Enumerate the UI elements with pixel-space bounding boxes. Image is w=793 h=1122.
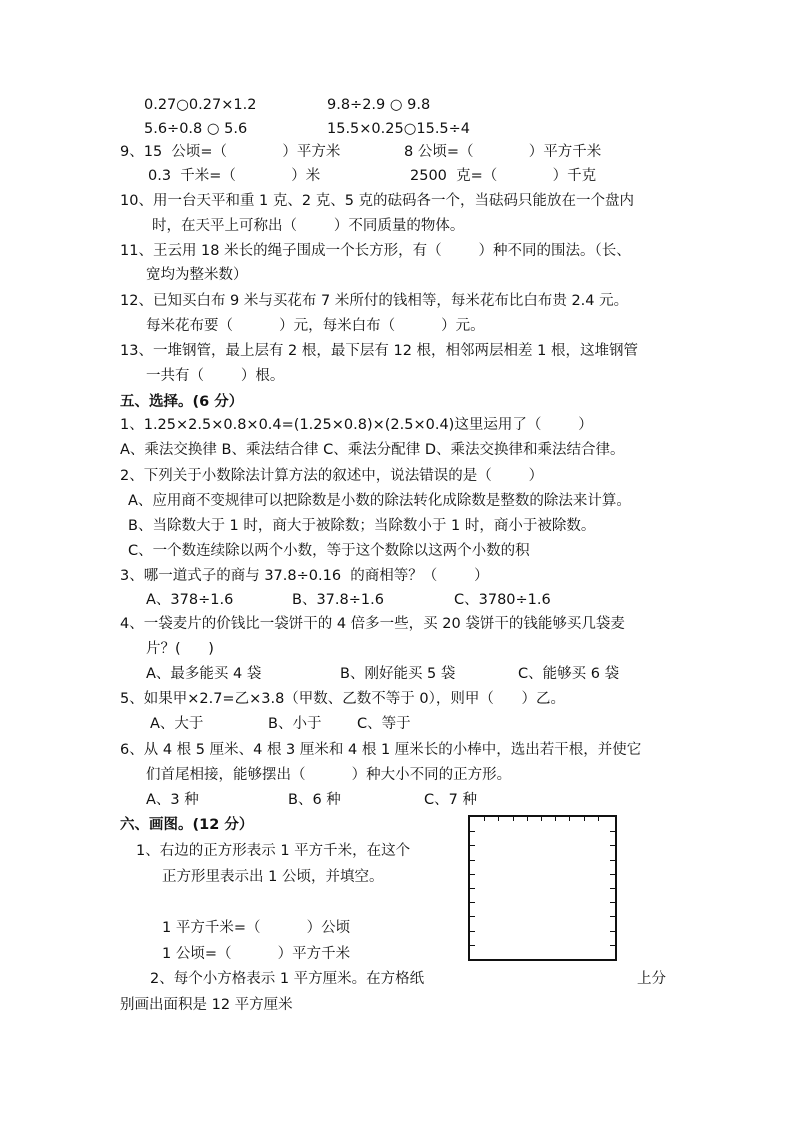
choice-1-options: A、乘法交换律 B、乘法结合律 C、乘法分配律 D、乘法交换律和乘法结合律。	[120, 442, 625, 458]
question-9-part-4: 2500 克=（ ）千克	[410, 168, 597, 184]
choice-5-option-c: C、等于	[357, 716, 411, 732]
square-tick-top	[541, 817, 542, 821]
square-tick-top	[598, 817, 599, 821]
choice-6-option-a: A、3 种	[146, 792, 199, 808]
square-tick-top	[555, 817, 556, 821]
square-tick-top	[584, 817, 585, 821]
square-tick-right	[610, 916, 615, 917]
choice-4-question-line-1: 4、一袋麦片的价钱比一袋饼干的 4 倍多一些，买 20 袋饼干的钱能够买几袋麦	[120, 616, 625, 632]
choice-6-option-b: B、6 种	[288, 792, 341, 808]
square-tick-left	[470, 931, 475, 932]
section-5-heading: 五、选择。(6 分）	[120, 394, 244, 410]
square-tick-right	[610, 888, 615, 889]
square-tick-top	[498, 817, 499, 821]
draw-2-line-1-end: 上分	[637, 971, 666, 987]
question-11-line-2: 宽均为整米数）	[146, 267, 248, 283]
question-13-line-2: 一共有（ ）根。	[146, 368, 285, 384]
choice-3-option-c: C、3780÷1.6	[454, 592, 551, 608]
square-tick-right	[610, 860, 615, 861]
choice-4-option-c: C、能够买 6 袋	[518, 666, 620, 682]
square-tick-top	[569, 817, 570, 821]
choice-1-question: 1、1.25×2.5×0.8×0.4=(1.25×0.8)×(2.5×0.4)这里运用了（ ）	[120, 417, 593, 433]
choice-6-question-line-1: 6、从 4 根 5 厘米、4 根 3 厘米和 4 根 1 厘米长的小棒中，选出若干根，并使它	[120, 742, 642, 758]
question-9-part-3: 0.3 千米=（ ）米	[148, 168, 321, 184]
square-tick-left	[470, 902, 475, 903]
choice-3-question: 3、哪一道式子的商与 37.8÷0.16 的商相等？（ ）	[120, 568, 489, 584]
square-tick-right	[610, 902, 615, 903]
draw-2-line-2: 别画出面积是 12 平方厘米	[120, 997, 293, 1013]
choice-3-option-b: B、37.8÷1.6	[292, 592, 384, 608]
choice-4-option-b: B、刚好能买 5 袋	[340, 666, 456, 682]
choice-5-question: 5、如果甲×2.7=乙×3.8（甲数、乙数不等于 0），则甲（ ）乙。	[120, 691, 566, 707]
question-9-part-1: 9、15 公顷=（ ）平方米	[120, 144, 341, 160]
choice-2-option-b: B、当除数大于 1 时，商大于被除数；当除数小于 1 时，商小于被除数。	[128, 518, 596, 534]
compare-2b: 15.5×0.25○15.5÷4	[327, 121, 471, 137]
compare-1b: 9.8÷2.9 ○ 9.8	[327, 97, 431, 113]
question-12-line-2: 每米花布要（ ）元，每米白布（ ）元。	[146, 318, 485, 334]
choice-2-option-c: C、一个数连续除以两个小数，等于这个数除以这两个小数的积	[128, 543, 530, 559]
question-10-line-1: 10、用一台天平和重 1 克、2 克、5 克的砝码各一个，当砝码只能放在一个盘内	[120, 193, 635, 209]
square-tick-top	[527, 817, 528, 821]
choice-6-option-c: C、7 种	[424, 792, 477, 808]
square-tick-left	[470, 831, 475, 832]
draw-1-fill-2: 1 公顷=（ ）平方千米	[162, 946, 351, 962]
question-10-line-2: 时，在天平上可称出（ ）不同质量的物体。	[152, 218, 465, 234]
square-tick-right	[610, 845, 615, 846]
square-tick-top	[513, 817, 514, 821]
square-tick-left	[470, 845, 475, 846]
square-tick-right	[610, 874, 615, 875]
choice-4-question-line-2: 片？( )	[146, 641, 214, 657]
choice-5-option-a: A、大于	[150, 716, 204, 732]
draw-1-fill-1: 1 平方千米=（ ）公顷	[162, 920, 351, 936]
draw-1-line-1: 1、右边的正方形表示 1 平方千米，在这个	[136, 843, 411, 859]
choice-5-option-b: B、小于	[268, 716, 322, 732]
square-tick-left	[470, 860, 475, 861]
square-tick-left	[470, 888, 475, 889]
question-13-line-1: 13、一堆钢管，最上层有 2 根，最下层有 12 根，相邻两层相差 1 根，这堆钢管	[120, 343, 639, 359]
question-9-part-2: 8 公顷=（ ）平方千米	[404, 144, 602, 160]
choice-2-option-a: A、应用商不变规律可以把除数是小数的除法转化成除数是整数的除法来计算。	[128, 493, 631, 509]
square-tick-right	[610, 945, 615, 946]
choice-4-option-a: A、最多能买 4 袋	[146, 666, 262, 682]
question-12-line-1: 12、已知买白布 9 米与买花布 7 米所付的钱相等，每米花布比白布贵 2.4 元。	[120, 293, 629, 309]
section-6-heading: 六、画图。(12 分）	[120, 817, 254, 833]
compare-2a: 5.6÷0.8 ○ 5.6	[144, 121, 248, 137]
compare-1a: 0.27○0.27×1.2	[144, 97, 257, 113]
square-tick-left	[470, 916, 475, 917]
square-1-km2	[468, 815, 617, 961]
choice-6-question-line-2: 们首尾相接，能够摆出（ ）种大小不同的正方形。	[146, 767, 512, 783]
square-tick-left	[470, 945, 475, 946]
square-tick-right	[610, 831, 615, 832]
draw-2-line-1: 2、每个小方格表示 1 平方厘米。在方格纸	[150, 971, 425, 987]
square-tick-top	[484, 817, 485, 821]
choice-3-option-a: A、378÷1.6	[146, 592, 234, 608]
square-tick-left	[470, 874, 475, 875]
choice-2-question: 2、下列关于小数除法计算方法的叙述中，说法错误的是（ ）	[120, 468, 544, 484]
draw-1-line-2: 正方形里表示出 1 公顷，并填空。	[162, 869, 384, 885]
square-tick-right	[610, 931, 615, 932]
question-11-line-1: 11、王云用 18 米长的绳子围成一个长方形，有（ ）种不同的围法。（长、	[120, 243, 631, 259]
